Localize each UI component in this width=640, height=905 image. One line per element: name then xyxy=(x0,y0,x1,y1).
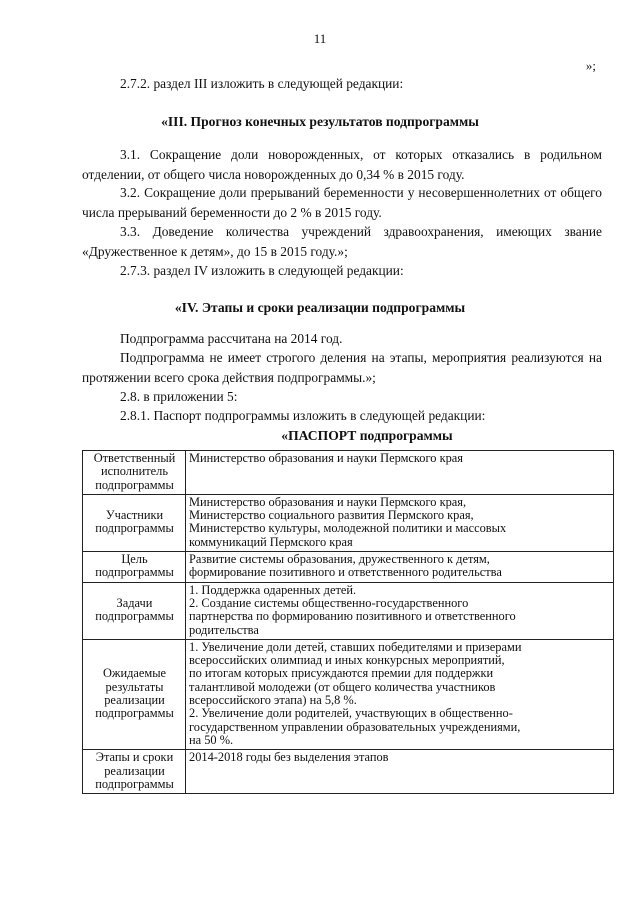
table-row xyxy=(83,639,614,749)
table-row xyxy=(83,582,614,639)
value-line: на 50 %. xyxy=(189,732,234,747)
value-line: Развитие системы образования, дружественного к детям, xyxy=(189,552,490,567)
value-line: Министерство образования и науки Пермского края, xyxy=(189,494,467,509)
label-line: подпрограммы xyxy=(95,609,174,624)
label-line: Задачи xyxy=(116,595,153,610)
value-line: 2. Увеличение доли родителей, участвующих в общественно- xyxy=(189,706,513,721)
page-number: 11 xyxy=(313,31,327,46)
paragraph-2-7-3: 2.7.3. раздел IV изложить в следующей редакции: xyxy=(120,263,404,278)
paragraph-2-8: 2.8. в приложении 5: xyxy=(120,389,238,404)
row-label-expected-results xyxy=(83,639,186,749)
value-line: государственном управлении образовательных учреждениями, xyxy=(189,719,521,734)
value-line: 1. Увеличение доли детей, ставших победителями и призерами xyxy=(189,639,522,654)
value-line: коммуникаций Пермского края xyxy=(189,534,353,549)
label-line: подпрограммы xyxy=(95,706,174,721)
paragraph-2-7-2: 2.7.2. раздел III изложить в следующей редакции: xyxy=(120,76,404,91)
row-label-tasks xyxy=(83,582,186,639)
label-line: подпрограммы xyxy=(95,521,174,536)
label-line: Этапы и сроки xyxy=(95,750,174,765)
row-value-stages-and-terms xyxy=(186,750,614,794)
row-label-stages-and-terms xyxy=(83,750,186,794)
value-line: талантливой молодежи (от общего количества участников xyxy=(189,679,496,694)
row-label-participants xyxy=(83,494,186,551)
paragraph-stages: Подпрограмма не имеет строгого деления на этапы, мероприятия реализуются на протяжении всего срока действия подпрограммы.»; xyxy=(82,350,602,385)
value-line: партнерства по формированию позитивного и ответственного xyxy=(189,609,516,624)
passport-table xyxy=(82,450,614,794)
value-line: Министерство культуры, молодежной политики и массовых xyxy=(189,521,507,536)
value-line: всероссийских олимпиад и иных конкурсных мероприятий, xyxy=(189,653,505,668)
value-line: Министерство социального развития Пермского края, xyxy=(189,508,474,523)
passport-title: «ПАСПОРТ подпрограммы xyxy=(281,428,453,443)
value-line: всероссийского этапа) на 5,8 %. xyxy=(189,693,357,708)
table-row xyxy=(83,750,614,794)
heading-section-3: «III. Прогноз конечных результатов подпрограммы xyxy=(161,114,479,129)
table-row xyxy=(83,494,614,551)
item-3-3: 3.3. Доведение количества учреждений здравоохранения, имеющих звание «Дружественное к детям», до 15 в 2015 году.»; xyxy=(82,224,602,259)
label-line: Ответственный xyxy=(93,451,176,465)
closing-quote: »; xyxy=(585,58,596,73)
row-label-goal xyxy=(83,552,186,583)
row-label-responsible-executor xyxy=(83,451,186,495)
label-line: исполнитель xyxy=(101,464,168,479)
item-3-1: 3.1. Сокращение доли новорожденных, от которых отказались в родильном отделении, от общего числа новорожденных до 0,34 % в 2015 году. xyxy=(82,147,602,182)
label-line: реализации xyxy=(104,693,165,708)
table-row xyxy=(83,552,614,583)
label-line: Цель xyxy=(121,552,148,567)
paragraph-2-8-1: 2.8.1. Паспорт подпрограммы изложить в следующей редакции: xyxy=(120,408,486,423)
row-value-goal xyxy=(186,552,614,583)
value-line: родительства xyxy=(189,622,259,637)
item-3-2: 3.2. Сокращение доли прерываний беременности у несовершеннолетних от общего числа прерываний беременности до 2 % в 2015 году. xyxy=(82,185,602,220)
label-line: подпрограммы xyxy=(95,776,174,791)
value-line: 1. Поддержка одаренных детей. xyxy=(189,582,357,597)
label-line: Ожидаемые xyxy=(102,666,167,681)
value-line: Министерство образования и науки Пермского края xyxy=(189,451,463,465)
paragraph-program-year: Подпрограмма рассчитана на 2014 год. xyxy=(120,331,343,346)
table-row xyxy=(83,451,614,495)
row-value-participants xyxy=(186,494,614,551)
row-value-responsible-executor xyxy=(186,451,614,495)
value-line: формирование позитивного и ответственного родительства xyxy=(189,565,502,580)
heading-section-4: «IV. Этапы и сроки реализации подпрограммы xyxy=(174,300,466,315)
label-line: результаты xyxy=(105,679,164,694)
row-value-expected-results xyxy=(186,639,614,749)
label-line: реализации xyxy=(104,763,165,778)
row-value-tasks xyxy=(186,582,614,639)
value-line: по итогам которых присуждаются премии для поддержки xyxy=(189,666,494,681)
label-line: подпрограммы xyxy=(95,477,174,492)
value-line: 2. Создание системы общественно-государственного xyxy=(189,595,469,610)
label-line: Участники xyxy=(105,508,164,523)
value-line: 2014-2018 годы без выделения этапов xyxy=(189,750,389,765)
label-line: подпрограммы xyxy=(95,565,174,580)
